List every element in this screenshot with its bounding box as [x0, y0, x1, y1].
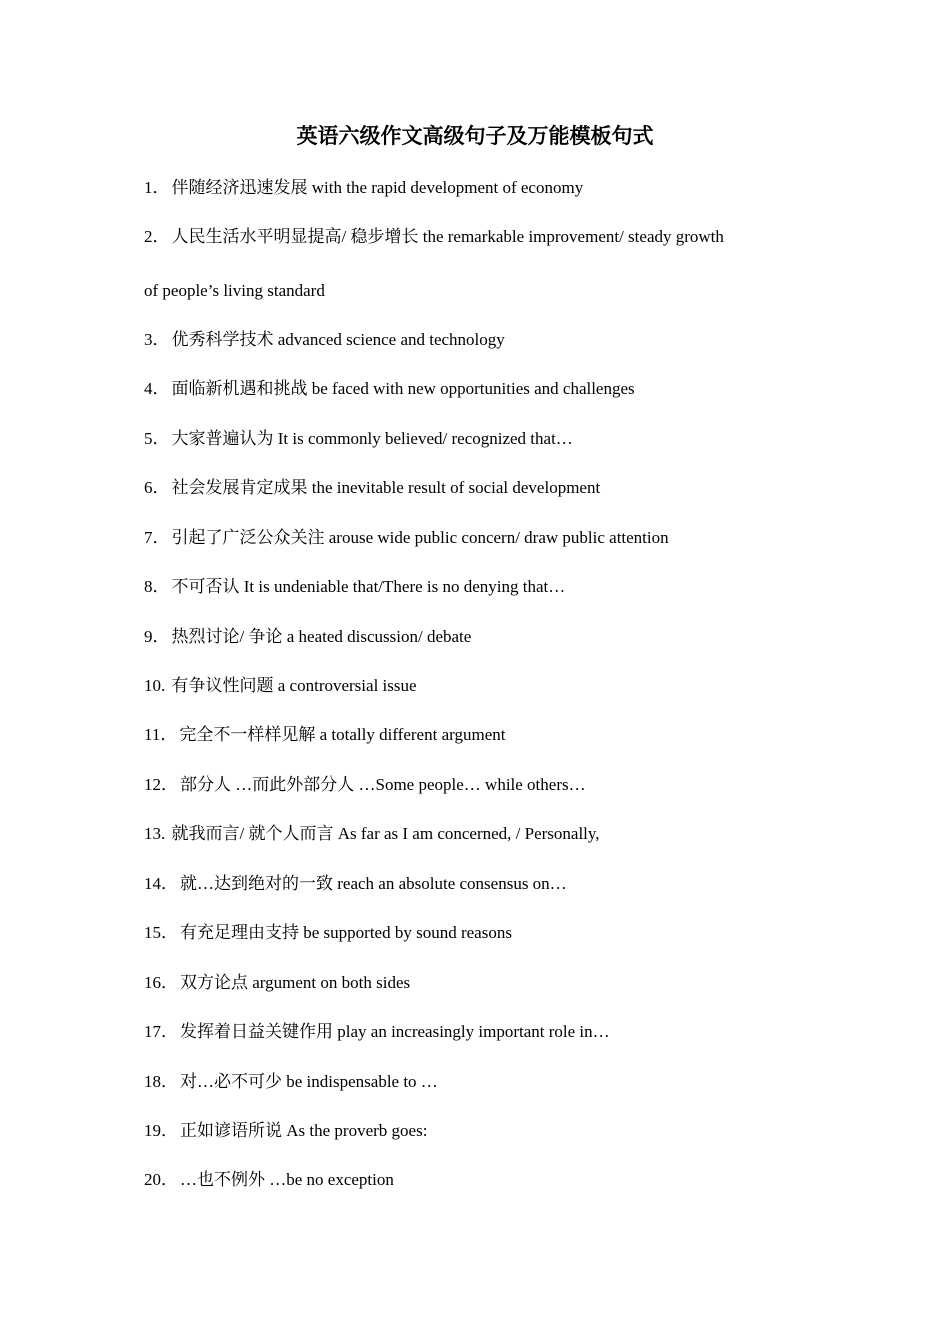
- item-text: 对…必不可少 be indispensable to …: [180, 1072, 438, 1091]
- item-number: 9．: [144, 627, 170, 646]
- item-number: 13.: [144, 824, 170, 843]
- item-number: 2．: [144, 227, 170, 246]
- item-text: 有争议性问题 a controversial issue: [171, 676, 417, 695]
- item-text: 优秀科学技术 advanced science and technology: [171, 330, 505, 349]
- list-item-12: [144, 771, 824, 799]
- list-item-6: [144, 474, 824, 502]
- item-text: 面临新机遇和挑战 be faced with new opportunities and challenges: [171, 379, 635, 398]
- item-text: 不可否认 It is undeniable that/There is no denying that…: [171, 577, 566, 596]
- item-number: 12．: [144, 775, 178, 794]
- document-title: 英语六级作文高级句子及万能模板句式: [296, 124, 654, 148]
- item-text: 双方论点 argument on both sides: [180, 973, 411, 992]
- list-item-9: [144, 623, 824, 651]
- item-number: 1．: [144, 178, 170, 197]
- item-text: …也不例外 …be no exception: [180, 1170, 394, 1189]
- item-number: 7．: [144, 528, 170, 547]
- list-item-7: [144, 524, 824, 552]
- item-text: 人民生活水平明显提高/ 稳步增长 the remarkable improvement/ steady growth: [171, 227, 724, 246]
- item-number: 17．: [144, 1022, 178, 1041]
- item-text: 就…达到绝对的一致 reach an absolute consensus on…: [180, 874, 567, 893]
- item-number: 5．: [144, 429, 170, 448]
- item-number: 14．: [144, 874, 178, 893]
- list-item-4: [144, 375, 824, 403]
- item-text: 大家普遍认为 It is commonly believed/ recognized that…: [171, 429, 573, 448]
- list-item-11: [144, 721, 824, 749]
- item-number: 4．: [144, 379, 170, 398]
- item-number: 19．: [144, 1121, 178, 1140]
- item-number: 10.: [144, 676, 170, 695]
- list-item-1: [144, 174, 824, 202]
- list-item-19: [144, 1117, 824, 1145]
- list-item-20: [144, 1166, 824, 1194]
- item-text: 发挥着日益关键作用 play an increasingly important role in…: [180, 1022, 610, 1041]
- list-item-2: [144, 223, 824, 251]
- item-text: 热烈讨论/ 争论 a heated discussion/ debate: [171, 627, 472, 646]
- item-text: 就我而言/ 就个人而言 As far as I am concerned, / Personally,: [171, 824, 600, 843]
- item-text: 正如谚语所说 As the proverb goes:: [180, 1121, 428, 1140]
- item-text: 完全不一样样见解 a totally different argument: [179, 725, 506, 744]
- item-number: 18．: [144, 1072, 178, 1091]
- item-number: 8．: [144, 577, 170, 596]
- list-item-17: [144, 1018, 824, 1046]
- item-text: 部分人 …而此外部分人 …Some people… while others…: [180, 775, 586, 794]
- item-number: 20．: [144, 1170, 178, 1189]
- item-number: 15．: [144, 923, 178, 942]
- item-number: 11．: [144, 725, 178, 744]
- item-text: 引起了广泛公众关注 arouse wide public concern/ draw public attention: [171, 528, 669, 547]
- list-item-13: [144, 820, 824, 848]
- item-number: 3．: [144, 330, 170, 349]
- item-text: of people’s living standard: [144, 281, 325, 300]
- item-number: 6．: [144, 478, 170, 497]
- item-text: 社会发展肯定成果 the inevitable result of social development: [171, 478, 601, 497]
- list-item-16: [144, 969, 824, 997]
- list-item-18: [144, 1068, 824, 1096]
- list-item-2-continued: [144, 277, 824, 305]
- list-item-8: [144, 573, 824, 601]
- item-text: 伴随经济迅速发展 with the rapid development of economy: [171, 178, 584, 197]
- list-item-14: [144, 870, 824, 898]
- list-item-10: [144, 672, 824, 700]
- list-item-5: [144, 425, 824, 453]
- list-item-15: [144, 919, 824, 947]
- list-item-3: [144, 326, 824, 354]
- item-text: 有充足理由支持 be supported by sound reasons: [180, 923, 512, 942]
- item-number: 16．: [144, 973, 178, 992]
